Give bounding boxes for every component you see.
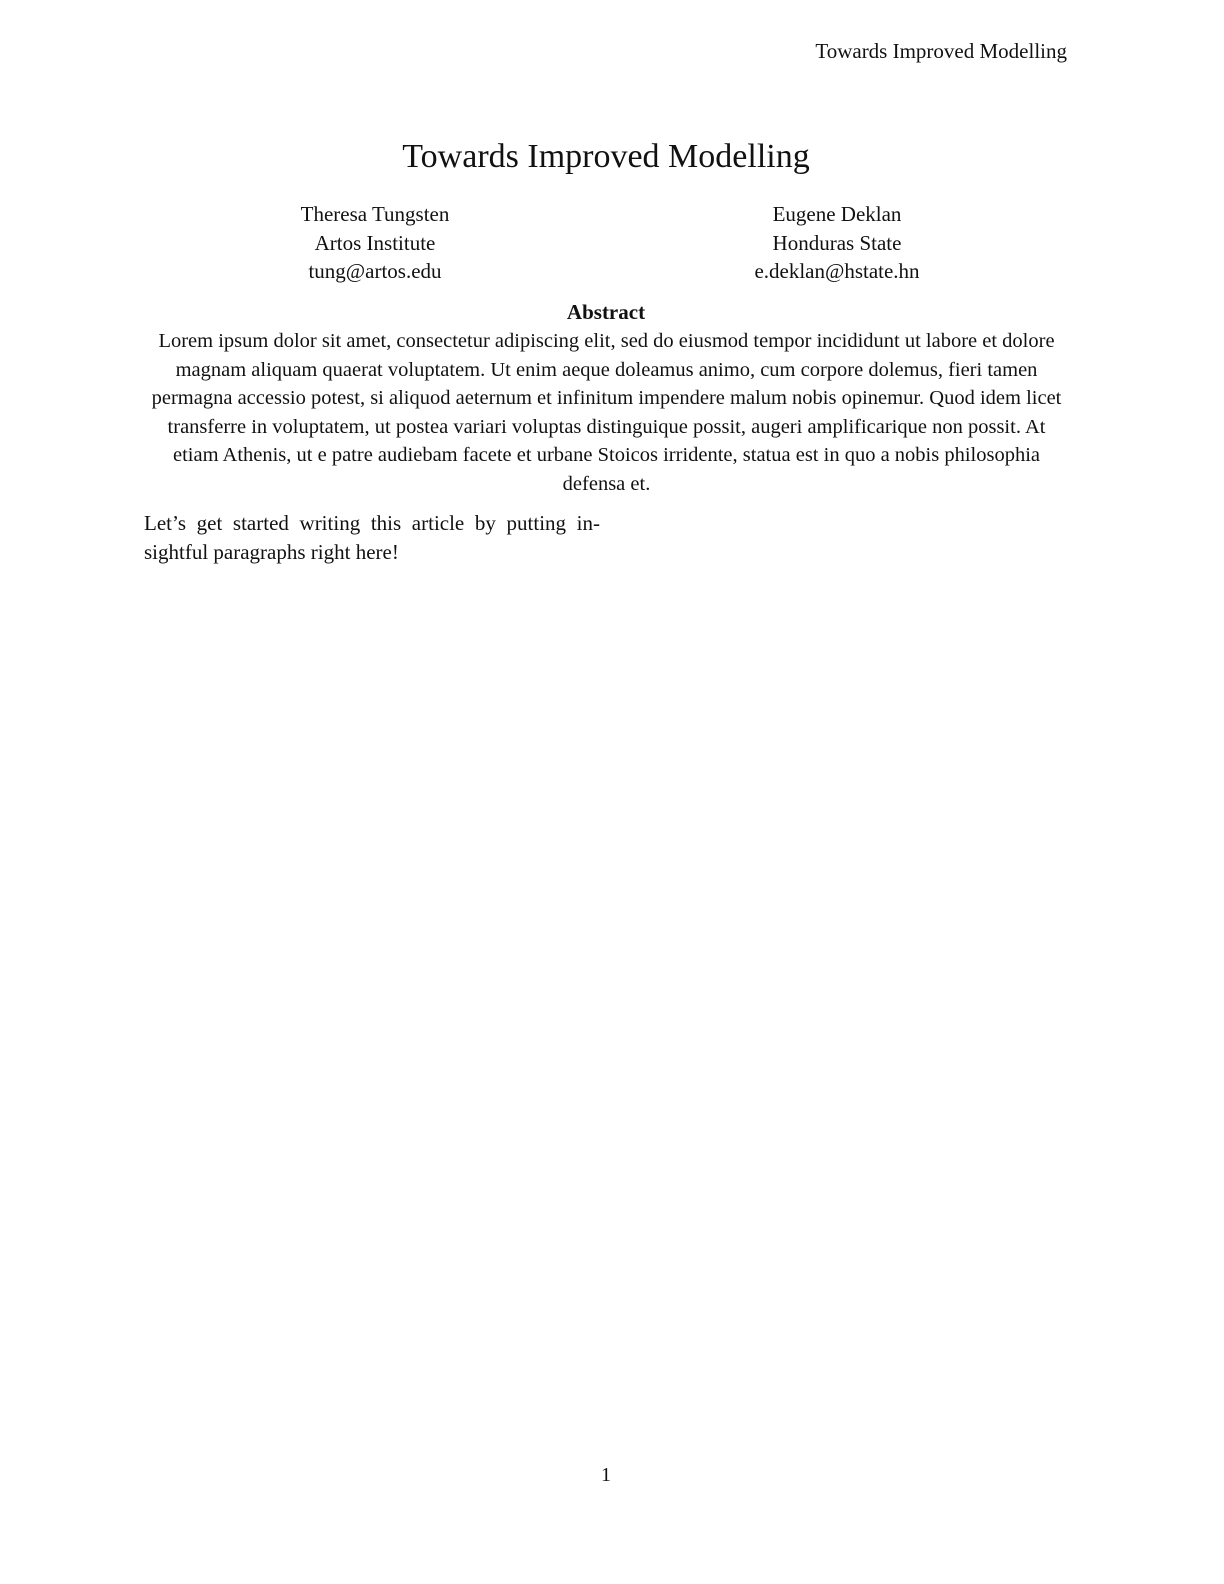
page-number: 1 (601, 1464, 611, 1486)
author-block-2 (667, 200, 1007, 286)
running-header: Towards Improved Modelling (815, 39, 1067, 63)
author-email: tung@artos.edu (308, 259, 442, 284)
author-name: Eugene Deklan (772, 202, 902, 226)
author-affiliation: Honduras State (772, 230, 902, 255)
body-paragraph: Let’s get started writing this article by putting insightful paragraphs right here! (144, 511, 600, 564)
abstract-heading: Abstract (566, 300, 646, 324)
author-name: Theresa Tungsten (300, 202, 450, 226)
author-block-1 (205, 200, 545, 286)
paper-title: Towards Improved Modelling (402, 138, 810, 175)
abstract-text: Lorem ipsum dolor sit amet, consectetur adipiscing elit, sed do eiusmod tempor incididunt ut labore et dolore magnam aliquam quaerat voluptatem. Ut enim aeque doleamus animo, cum corpore dolemus, fieri tamen permagna accessio potest, si aliquod aeternum et infinitum impendere malum nobis opinemur. Quod idem licet transferre in voluptatem, ut postea variari voluptas distinguique possit, augeri amplificarique non possit. At etiam Athenis, ut e patre audiebam facete et urbane Stoicos irridente, statua est in quo a nobis philosophia defensa et. (151, 330, 1062, 495)
author-affiliation: Artos Institute (314, 230, 436, 255)
author-email: e.deklan@hstate.hn (754, 259, 920, 284)
